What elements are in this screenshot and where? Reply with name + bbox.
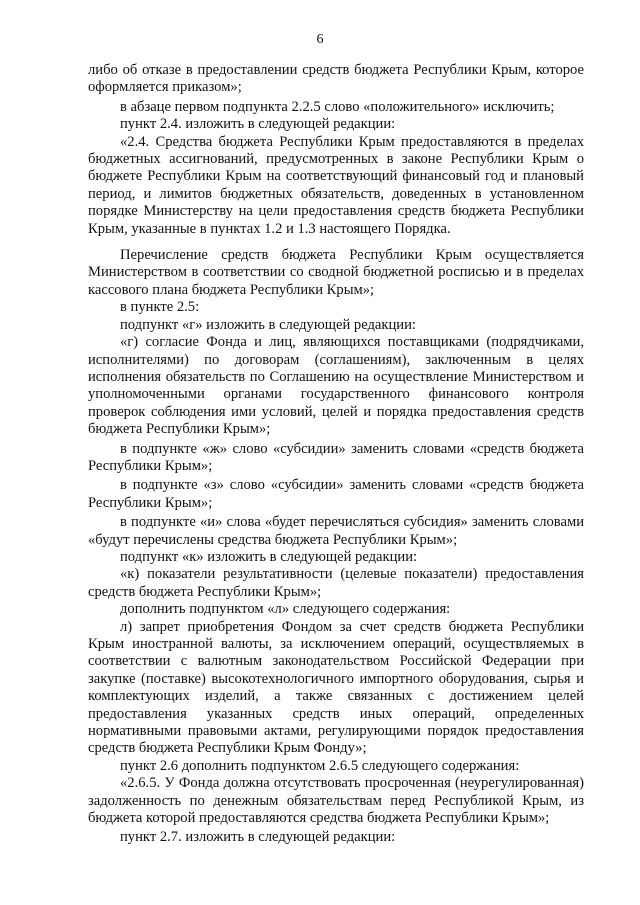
paragraph-refusal-order: либо об отказе в предоставлении средств бюджета Республики Крым, которое оформляется приказом»;: [88, 62, 584, 96]
paragraph-subclause-2-2-5: в абзаце первом подпункта 2.2.5 слово «положительного» исключить;: [120, 98, 555, 115]
page-number: 6: [316, 32, 324, 47]
paragraph-subclause-g-heading: подпункт «г» изложить в следующей редакции:: [120, 316, 416, 333]
paragraph-clause-2-5: в пункте 2.5:: [120, 299, 200, 316]
document-body: [88, 62, 584, 847]
paragraph-clause-2-4-heading: пункт 2.4. изложить в следующей редакции:: [120, 116, 396, 133]
paragraph-subclause-k-text: «к) показатели результативности (целевые показатели) предоставления средств бюджета Республики Крым»;: [88, 566, 584, 600]
paragraph-subclause-g-text: «г) согласие Фонда и лиц, являющихся поставщиками (подрядчиками, исполнителями) по договорам (соглашениям), заключенным в целях исполнения обязательств по Соглашению на осуществление Министерством и уполномоченными органами государственного финансового контроля проверок соблюдения ими условий, целей и порядка предоставления средств бюджета Республики Крым»;: [88, 334, 584, 438]
paragraph-clause-2-4-text: «2.4. Средства бюджета Республики Крым предоставляются в пределах бюджетных ассигнований, предусмотренных в законе Республики Крым о бюджете Республики Крым на соответствующий финансовый год и плановый период, и лимитов бюджетных обязательств, доведенных в установленном порядке Министерству на цели предоставления средств бюджета Республики Крым, указанные в пунктах 1.2 и 1.3 настоящего Порядка.: [88, 133, 584, 237]
paragraph-subclause-2-6-5: «2.6.5. У Фонда должна отсутствовать просроченная (неурегулированная) задолженность по денежным обязательствам перед Республикой Крым, из бюджета которой предоставляются средства бюджета Республики Крым»;: [88, 775, 584, 827]
paragraph-subclause-k-heading: подпункт «к» изложить в следующей редакции:: [120, 548, 418, 565]
paragraph-transfer-of-funds: Перечисление средств бюджета Республики Крым осуществляется Министерством в соответствии со сводной бюджетной росписью и в пределах кассового плана бюджета Республики Крым»;: [88, 247, 584, 298]
paragraph-subclause-i: в подпункте «и» слова «будет перечисляться субсидия» заменить словами «будут перечислены средства бюджета Республики Крым»;: [88, 514, 584, 548]
paragraph-clause-2-6: пункт 2.6 дополнить подпунктом 2.6.5 следующего содержания:: [120, 757, 520, 774]
paragraph-subclause-z: в подпункте «з» слово «субсидии» заменить словами «средств бюджета Республики Крым»;: [88, 477, 584, 511]
paragraph-clause-2-7-heading: пункт 2.7. изложить в следующей редакции:: [120, 829, 396, 846]
paragraph-subclause-zh: в подпункте «ж» слово «субсидии» заменить словами «средств бюджета Республики Крым»;: [88, 440, 584, 474]
paragraph-subclause-l-text: л) запрет приобретения Фондом за счет средств бюджета Республики Крым иностранной валюты, за исключением операций, осуществляемых в соответствии с валютным законодательством Российской Федерации при закупке (поставке) высокотехнологичного импортного оборудования, сырья и комплектующих изделий, а также связанных с достижением целей предоставления указанных средств иных операций, определенных нормативными правовыми актами, регулирующими порядок предоставления средств бюджета Республики Крым Фонду»;: [88, 618, 584, 757]
paragraph-subclause-l-heading: дополнить подпунктом «л» следующего содержания:: [120, 601, 451, 618]
